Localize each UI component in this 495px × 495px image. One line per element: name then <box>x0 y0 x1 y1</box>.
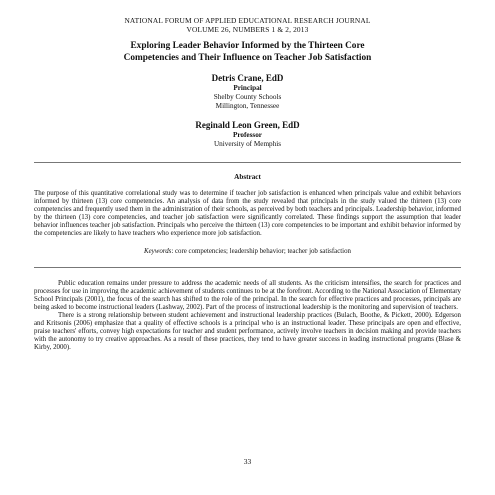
body-text <box>34 280 461 351</box>
author-affiliation: Shelby County Schools <box>213 93 282 101</box>
author-name: Detris Crane, EdD <box>211 73 284 83</box>
keywords-label: Keywords <box>144 248 172 256</box>
author-location: Millington, Tennessee <box>215 102 280 110</box>
author-affiliation: University of Memphis <box>213 140 282 148</box>
paper-title <box>34 40 461 64</box>
author-name: Reginald Leon Green, EdD <box>195 120 300 130</box>
body-paragraph-1: Public education remains under pressure to address the academic needs of all students. As the criticism intensifies, the search for practices and processes for use in improving the academic achievement of students continues to be at the forefront. According to the National Association of Elementary School Principals (2001), the focus of the search has shifted to the role of the principal. In the search for effective practices and processes, principals are being asked to become instructional leaders (Lashway, 2002). Part of the process of instructional leadership is the monitoring and supervision of teachers. <box>34 280 461 312</box>
body-paragraph-2: There is a strong relationship between student achievement and instructional leadership practices (Bulach, Boothe, & Pickett, 2000). Edgerson and Kritsonis (2006) emphasize that a quality of effective schools is a principal who is an instructional leader. These principals are open and effective, praise teachers' efforts, convey high expectations for teacher and student performance, actively involve teachers in decision making and provide teachers with the autonomy to try creative approaches. As a result of these practices, they tend to have greater success in leading instructional programs (Blase & Kirby, 2000). <box>34 312 461 351</box>
author-role: Principal <box>233 84 262 92</box>
journal-volume: VOLUME 26, NUMBERS 1 & 2, 2013 <box>186 25 309 34</box>
title-line-1: Exploring Leader Behavior Informed by the Thirteen Core <box>130 41 365 51</box>
author-role: Professor <box>232 131 262 139</box>
abstract-heading: Abstract <box>234 173 261 181</box>
journal-header <box>34 16 461 34</box>
abstract-bottom-rule <box>34 267 461 268</box>
keywords-line <box>34 247 461 256</box>
author-1 <box>34 73 461 111</box>
keywords-text: : core competencies; leadership behavior; teacher job satisfaction <box>171 248 351 256</box>
page-number: 33 <box>243 457 252 466</box>
abstract-top-rule <box>34 162 461 163</box>
author-2 <box>34 120 461 149</box>
title-line-2: Competencies and Their Influence on Teacher Job Satisfaction <box>123 53 372 63</box>
abstract-text: The purpose of this quantitative correlational study was to determine if teacher job satisfaction is enhanced when principals value and exhibit behaviors informed by thirteen (13) core competencies. An analysis of data from the study revealed that principals in the study valued the thirteen (13) core competencies and frequently used them in the administration of their schools, as perceived by both teachers and principals. Leadership behavior, informed by the thirteen (13) core competencies, and teacher job satisfaction were significantly correlated. These findings support the assumption that leader behavior influences teacher job satisfaction. Principals who perceive the thirteen (13) core competencies to be important and exhibit behavior informed by the competencies are likely to have teachers who experience more job satisfaction. <box>34 190 461 237</box>
journal-name: NATIONAL FORUM OF APPLIED EDUCATIONAL RESEARCH JOURNAL <box>124 16 371 25</box>
